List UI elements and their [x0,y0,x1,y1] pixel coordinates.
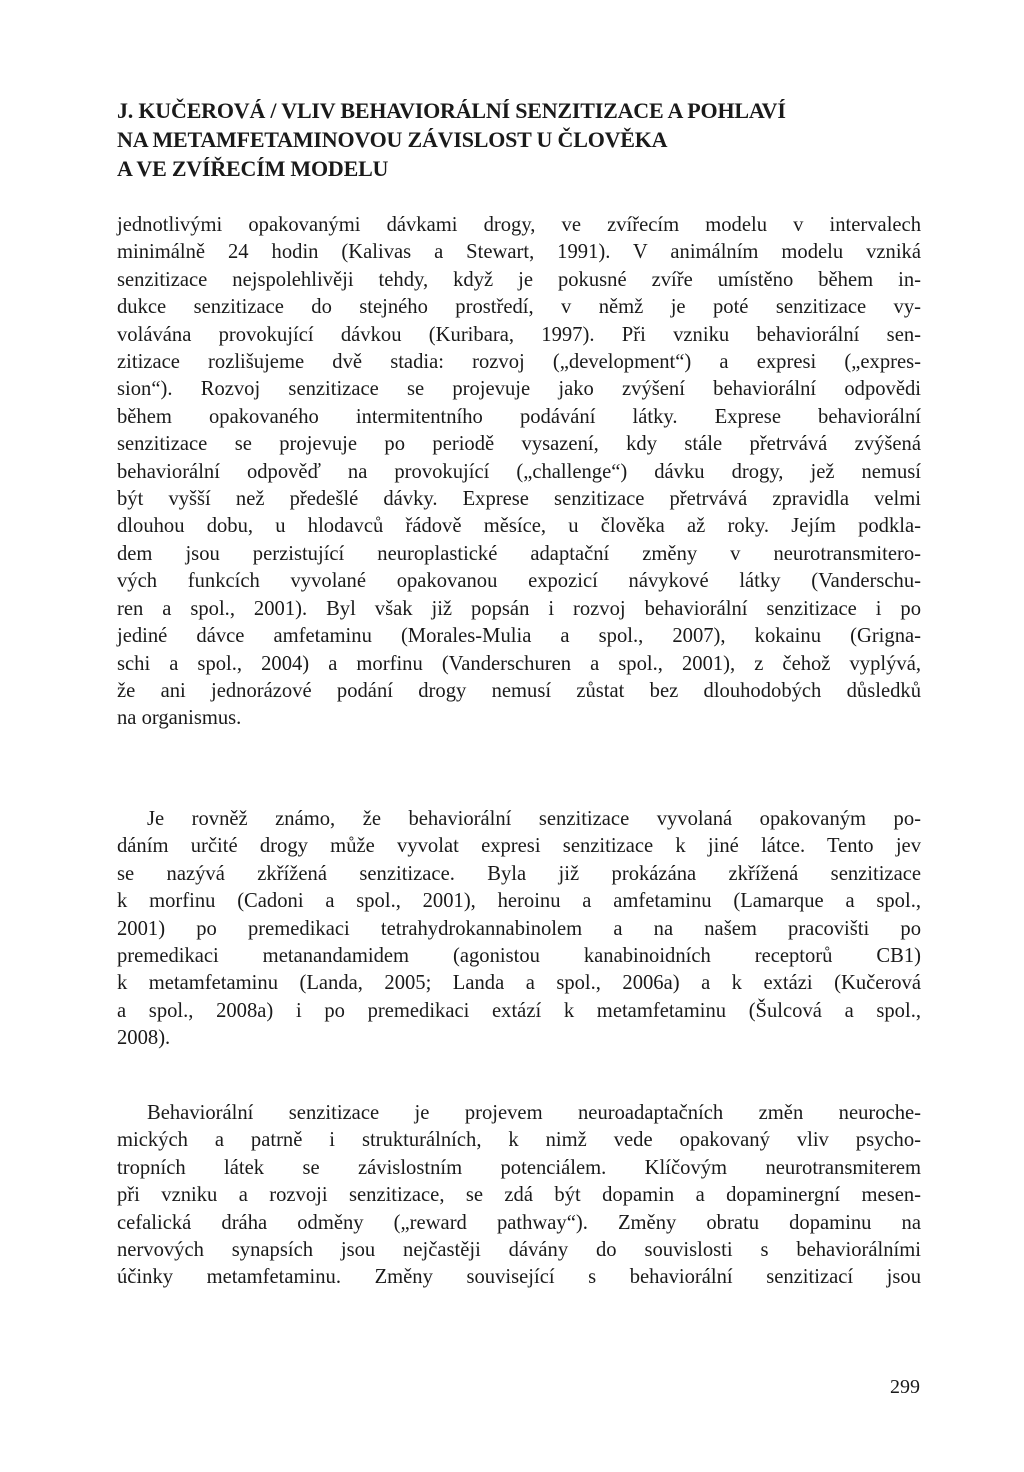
text-line: během opakovaného intermitentního podávání látky. Exprese behaviorální [117,405,921,428]
text-line: cefalická dráha odměny („reward pathway“). Změny obratu dopaminu na [117,1211,921,1234]
text-line: vých funkcích vyvolané opakovanou expozicí návykové látky (Vanderschu- [117,570,921,593]
document-page [117,96,921,1289]
text-line: sion“). Rozvoj senzitizace se projevuje jako zvýšení behaviorální odpovědi [117,378,921,401]
text-line: dlouhou dobu, u hlodavců řádově měsíce, u člověka až roky. Jejím podkla- [117,515,921,538]
header-line: J. KUČEROVÁ / VLIV BEHAVIORÁLNÍ SENZITIZACE A POHLAVÍ [117,98,786,123]
text-line: behaviorální odpověď na provokující („challenge“) dávku drogy, jež nemusí [117,460,921,483]
text-line: 2008). [117,1027,171,1050]
text-line: mických a patrně i strukturálních, k nimž vede opakovaný vliv psycho- [117,1129,921,1152]
text-line: senzitizace nejspolehlivěji tehdy, když je pokusné zvíře umístěno během in- [117,268,921,291]
text-line: na organismus. [117,707,242,730]
text-line: Je rovněž známo, že behaviorální senzitizace vyvolaná opakovaným po- [147,808,921,830]
body-paragraph [117,212,921,733]
body-paragraph [117,1100,921,1292]
text-line: při vzniku a rozvoji senzitizace, se zdá být dopamin a dopaminergní mesen- [117,1184,921,1207]
text-line: dem jsou perzistující neuroplastické adaptační změny v neurotransmitero- [117,542,921,565]
text-line: senzitizace se projevuje po periodě vysazení, kdy stále přetrvává zvýšená [117,433,921,456]
text-line: se nazývá zkřížená senzitizace. Byla již prokázána zkřížená senzitizace [117,862,921,885]
text-line: premedikaci metanandamidem (agonistou kanabinoidních receptorů CB1) [117,945,921,968]
text-line: Behaviorální senzitizace je projevem neuroadaptačních změn neuroche- [147,1102,921,1124]
header-line: A VE ZVÍŘECÍM MODELU [117,156,389,181]
text-line: jediné dávce amfetaminu (Morales-Mulia a spol., 2007), kokainu (Grigna- [117,625,921,648]
text-line: k metamfetaminu (Landa, 2005; Landa a spol., 2006a) a k extázi (Kučerová [117,972,921,995]
text-line: 2001) po premedikaci tetrahydrokannabinolem a na našem pracovišti po [117,917,921,940]
text-line: dukce senzitizace do stejného prostředí, v němž je poté senzitizace vy- [117,296,921,319]
text-line: tropních látek se závislostním potenciálem. Klíčovým neurotransmiterem [117,1156,921,1179]
text-line: účinky metamfetaminu. Změny související s behaviorální senzitizací jsou [117,1266,921,1289]
text-line: zitizace rozlišujeme dvě stadia: rozvoj („development“) a expresi („expres- [117,351,921,374]
text-line: volávána provokující dávkou (Kuribara, 1997). Při vzniku behaviorální sen- [117,323,921,346]
text-line: dáním určité drogy může vyvolat expresi senzitizace k jiné látce. Tento jev [117,835,921,858]
text-line: a spol., 2008a) i po premedikaci extází k metamfetaminu (Šulcová a spol., [117,999,921,1022]
text-line: být vyšší než předešlé dávky. Exprese senzitizace přetrvává zpravidla velmi [117,488,921,511]
header-line: NA METAMFETAMINOVOU ZÁVISLOST U ČLOVĚKA [117,127,668,152]
text-line: jednotlivými opakovanými dávkami drogy, ve zvířecím modelu v intervalech [117,214,921,236]
body-paragraph [117,806,921,1053]
running-header [117,96,921,183]
page-number: 299 [890,1376,920,1398]
text-line: schi a spol., 2004) a morfinu (Vanderschuren a spol., 2001), z čehož vyplývá, [117,652,921,675]
text-line: k morfinu (Cadoni a spol., 2001), heroinu a amfetaminu (Lamarque a spol., [117,890,921,913]
text-line: že ani jednorázové podání drogy nemusí zůstat bez dlouhodobých důsledků [117,679,921,702]
text-line: nervových synapsích jsou nejčastěji dávány do souvislosti s behaviorálními [117,1239,921,1262]
text-line: ren a spol., 2001). Byl však již popsán i rozvoj behaviorální senzitizace i po [117,597,921,620]
text-line: minimálně 24 hodin (Kalivas a Stewart, 1991). V animálním modelu vzniká [117,241,921,264]
